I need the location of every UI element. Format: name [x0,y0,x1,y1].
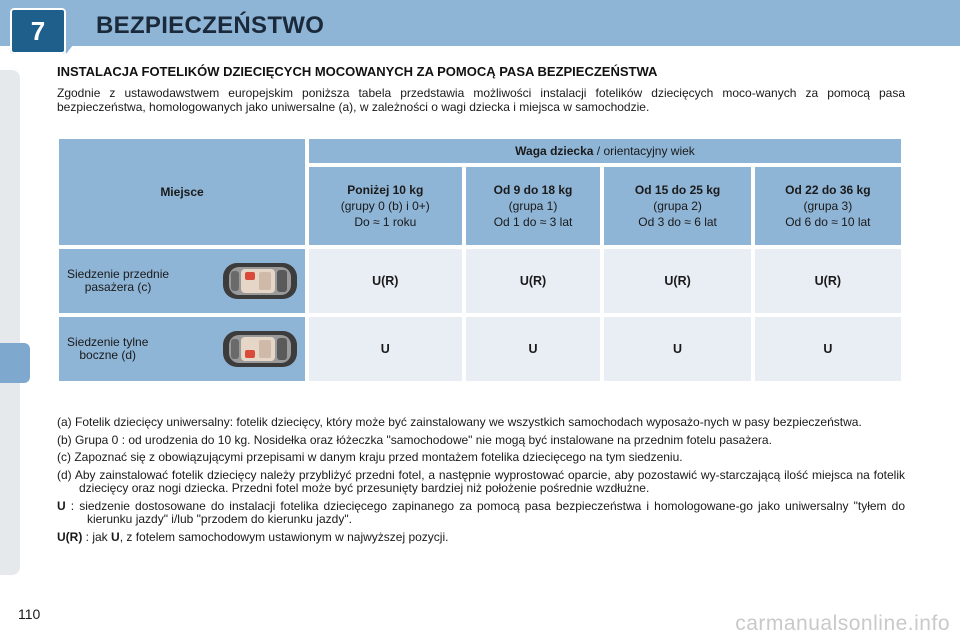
group-line3: Do ≈ 1 roku [354,215,417,230]
row-label-line1: Siedzenie przednie [67,267,170,281]
legend-ur-text-key: U [111,529,120,544]
seat-value: U(R) [309,249,462,313]
seat-value: U(R) [755,249,901,313]
legend-ur-text-before: : jak [82,529,112,544]
group-title: Od 15 do 25 kg [634,183,721,198]
row-label-rear-side [59,317,305,381]
car-top-view-icon [221,327,299,371]
seat-value: U [466,317,601,381]
group-line2: (grupa 2) [653,199,702,214]
section-heading: INSTALACJA FOTELIKÓW DZIECIĘCYCH MOCOWANYCH ZA POMOCĄ PASA BEZPIECZEŃSTWA [57,64,658,79]
footnote-a: (a) Fotelik dziecięcy uniwersalny: fotelik dziecięcy, który może być zainstalowany we wszystkich samochodach wyposażo-nych w pasy bezpieczeństwa. [57,415,862,429]
seat-value: U [604,317,750,381]
group-line3: Od 3 do ≈ 6 lat [638,215,717,230]
group-line2: (grupa 1) [508,199,558,214]
legend-ur-key: U(R) [57,529,83,544]
footnote-d: (d) Aby zainstalować fotelik dziecięcy należy przybliżyć przedni fotel, a następnie wyprostować oparcie, aby pozostawić wy-starczającą ilość miejsca na fotelik dziecięcy oraz nogi dziecka. Przedni fotel może być przesunięty bardziej niż położenie pośrednie wzdłużne. [57,467,905,495]
seat-value: U [309,317,462,381]
chapter-title: BEZPIECZEŃSTWO [96,12,325,39]
weight-header-rest: / orientacyjny wiek [593,144,695,159]
group-line3: Od 1 do ≈ 3 lat [493,215,573,230]
weight-header-bold: Waga dziecka [515,144,594,159]
footnotes [57,416,905,548]
chapter-number-badge: 7 [10,8,66,54]
legend-ur [57,531,905,545]
row-label-line1: Siedzenie tylne [67,335,149,349]
page-number: 110 [18,606,41,622]
side-strip [0,70,20,575]
intro-paragraph: Zgodnie z ustawodawstwem europejskim poniższa tabela przedstawia możliwości instalacji fotelików dziecięcych moco-wanych za pomocą pasa bezpieczeństwa, homologowanych jako uniwersalne (a), w zależności o wagi dziecka i miejsca w samochodzie. [57,86,905,114]
group-header-2 [604,167,750,245]
group-header-3 [755,167,901,245]
group-title: Od 9 do 18 kg [493,183,573,198]
group-line2: (grupy 0 (b) i 0+) [340,199,430,214]
group-header-0 [309,167,462,245]
table-row [59,249,901,313]
weight-header [309,139,901,163]
seat-value: U [755,317,901,381]
group-title: Od 22 do 36 kg [785,183,871,198]
footnote-b: (b) Grupa 0 : od urodzenia do 10 kg. Nosidełka oraz łóżeczka "samochodowe" nie mogą być instalowane na przednim fotelu pasażera. [57,432,772,447]
legend-u-text: : siedzenie dostosowane do instalacji fotelika dziecięcego zapinanego za pomocą pasa bezpieczeństwa i homologowane-go jako uniwersalny "tyłem do kierunku jazdy" i/lub "przodem do kierunku jazdy". [65,498,905,526]
group-line3: Od 6 do ≈ 10 lat [785,215,871,230]
place-header: Miejsce [59,139,305,245]
row-label-line2: boczne (d) [79,348,137,362]
row-label-line2: pasażera (c) [84,280,152,294]
footnote-c: (c) Zapoznać się z obowiązującymi przepisami w danym kraju przed montażem fotelika dziecięcego na tym siedzeniu. [57,450,683,464]
group-line2: (grupa 3) [803,199,853,214]
watermark: carmanualsonline.info [735,612,950,635]
legend-u-key: U [57,498,66,513]
side-tab [0,343,30,383]
table-row [59,317,901,381]
seat-value: U(R) [604,249,750,313]
row-label-front-passenger [59,249,305,313]
car-top-view-icon [221,259,299,303]
child-seat-table [55,135,905,385]
legend-ur-text-after: , z fotelem samochodowym ustawionym w najwyższej pozycji. [119,529,449,544]
legend-u [57,500,905,527]
seat-value: U(R) [466,249,601,313]
group-header-1 [466,167,601,245]
group-title: Poniżej 10 kg [347,183,424,198]
